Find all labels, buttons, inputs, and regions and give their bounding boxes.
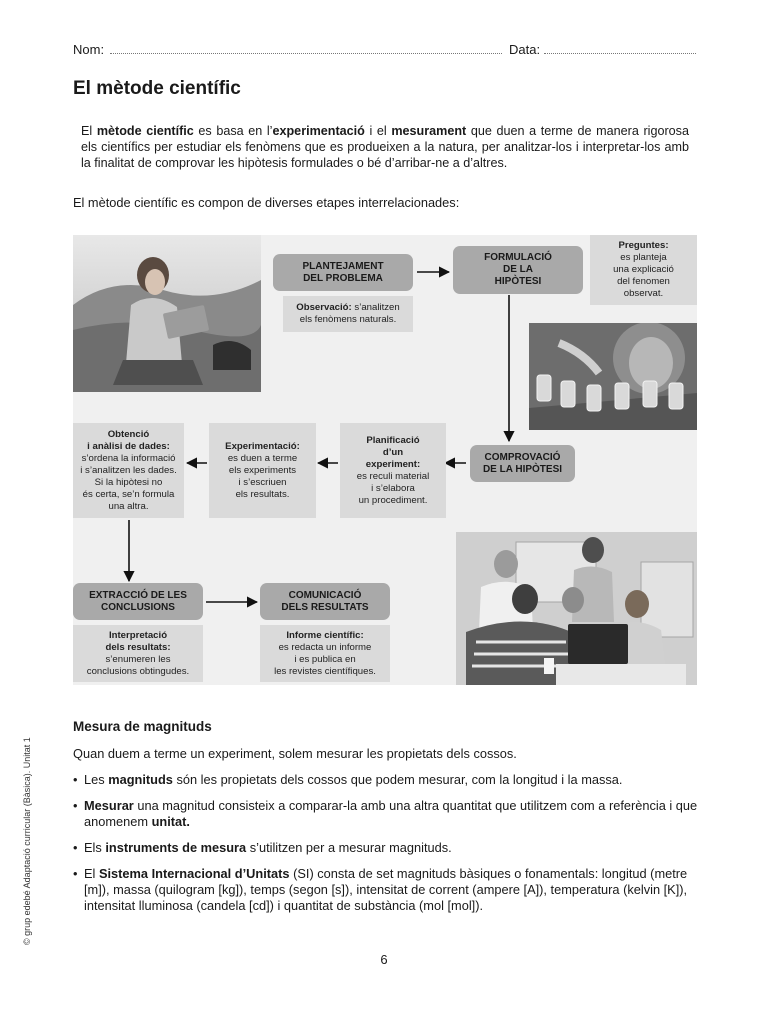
note-obtencio-analisi: Obtenció i anàlisi de dades: s’ordena la informació i s’analitzen les dades. Si la hipòtesi no és certa, se’n formula una altra.: [73, 423, 184, 518]
section-title: Mesura de magnituds: [73, 719, 212, 734]
section-intro: Quan duem a terme un experiment, solem mesurar les propietats dels cossos.: [73, 746, 517, 761]
bullet-sistema-internacional: • El Sistema Internacional d’Unitats (SI) consta de set magnituds bàsiques o fonamentals: longitud (metre [m]), massa (quilogram [kg]), temps (segon [s]), intensitat de corrent (ampere [A]), temperatura (kelvin [K]), intensitat lluminosa (candela [cd]) i quantitat de substància (mol [mol]).: [73, 866, 688, 913]
bullet-mesurar: • Mesurar una magnitud consisteix a comparar-la amb una altra quantitat que utilitzem com a referència i que anomenem unitat.: [73, 798, 698, 829]
note-observacio: Observació: s’analitzen els fenòmens naturals.: [283, 296, 413, 332]
note-experimentacio: Experimentació: es duen a terme els experiments i s’escriuen els resultats.: [209, 423, 316, 518]
step-plantejament-problema: PLANTEJAMENT DEL PROBLEMA: [273, 254, 413, 291]
date-label: Data:: [509, 42, 541, 57]
page-number: 6: [380, 952, 388, 967]
note-informe-cientific: Informe científic: es redacta un informe i es publica en les revistes científiques.: [260, 625, 390, 682]
name-label: Nom:: [73, 42, 105, 57]
step-extraccio-conclusions: EXTRACCIÓ DE LES CONCLUSIONS: [73, 583, 203, 620]
note-preguntes: Preguntes: es planteja una explicació del fenomen observat.: [590, 235, 697, 305]
date-line: [544, 53, 696, 54]
note-planificacio: Planificació d’un experiment: es reculi material i s’elabora un procediment.: [340, 423, 446, 518]
scientific-method-diagram: [73, 235, 697, 685]
bullet-magnituds: • Les magnituds són les propietats dels cossos que podem mesurar, com la longitud i la massa.: [73, 772, 623, 787]
bullet-instruments: • Els instruments de mesura s’utilitzen per a mesurar magnituds.: [73, 840, 452, 855]
page-title: El mètode científic: [73, 78, 241, 99]
side-credit: © grup edebé Adaptació curricular (Bàsica). Unitat 1: [22, 737, 32, 945]
step-comunicacio-resultats: COMUNICACIÓ DELS RESULTATS: [260, 583, 390, 620]
name-line: [110, 53, 502, 54]
intro-paragraph: El mètode científic es basa en l’experimentació i el mesurament que duen a terme de manera rigorosa els científics per estudiar els fenòmens que es produeixen a la natura, per analitzar-los i interpretar-los amb la finalitat de comprovar les hipòtesis formulades o bé d’arribar-ne a d’altres.: [81, 124, 689, 170]
step-formulacio-hipotesi: FORMULACIÓ DE LA HIPÒTESI: [453, 246, 583, 294]
note-interpretacio: Interpretació dels resultats: s’enumeren les conclusions obtingudes.: [73, 625, 203, 682]
step-comprovacio-hipotesi: COMPROVACIÓ DE LA HIPÒTESI: [470, 445, 575, 482]
lead-sentence: El mètode científic es compon de diverses etapes interrelacionades:: [73, 195, 460, 210]
